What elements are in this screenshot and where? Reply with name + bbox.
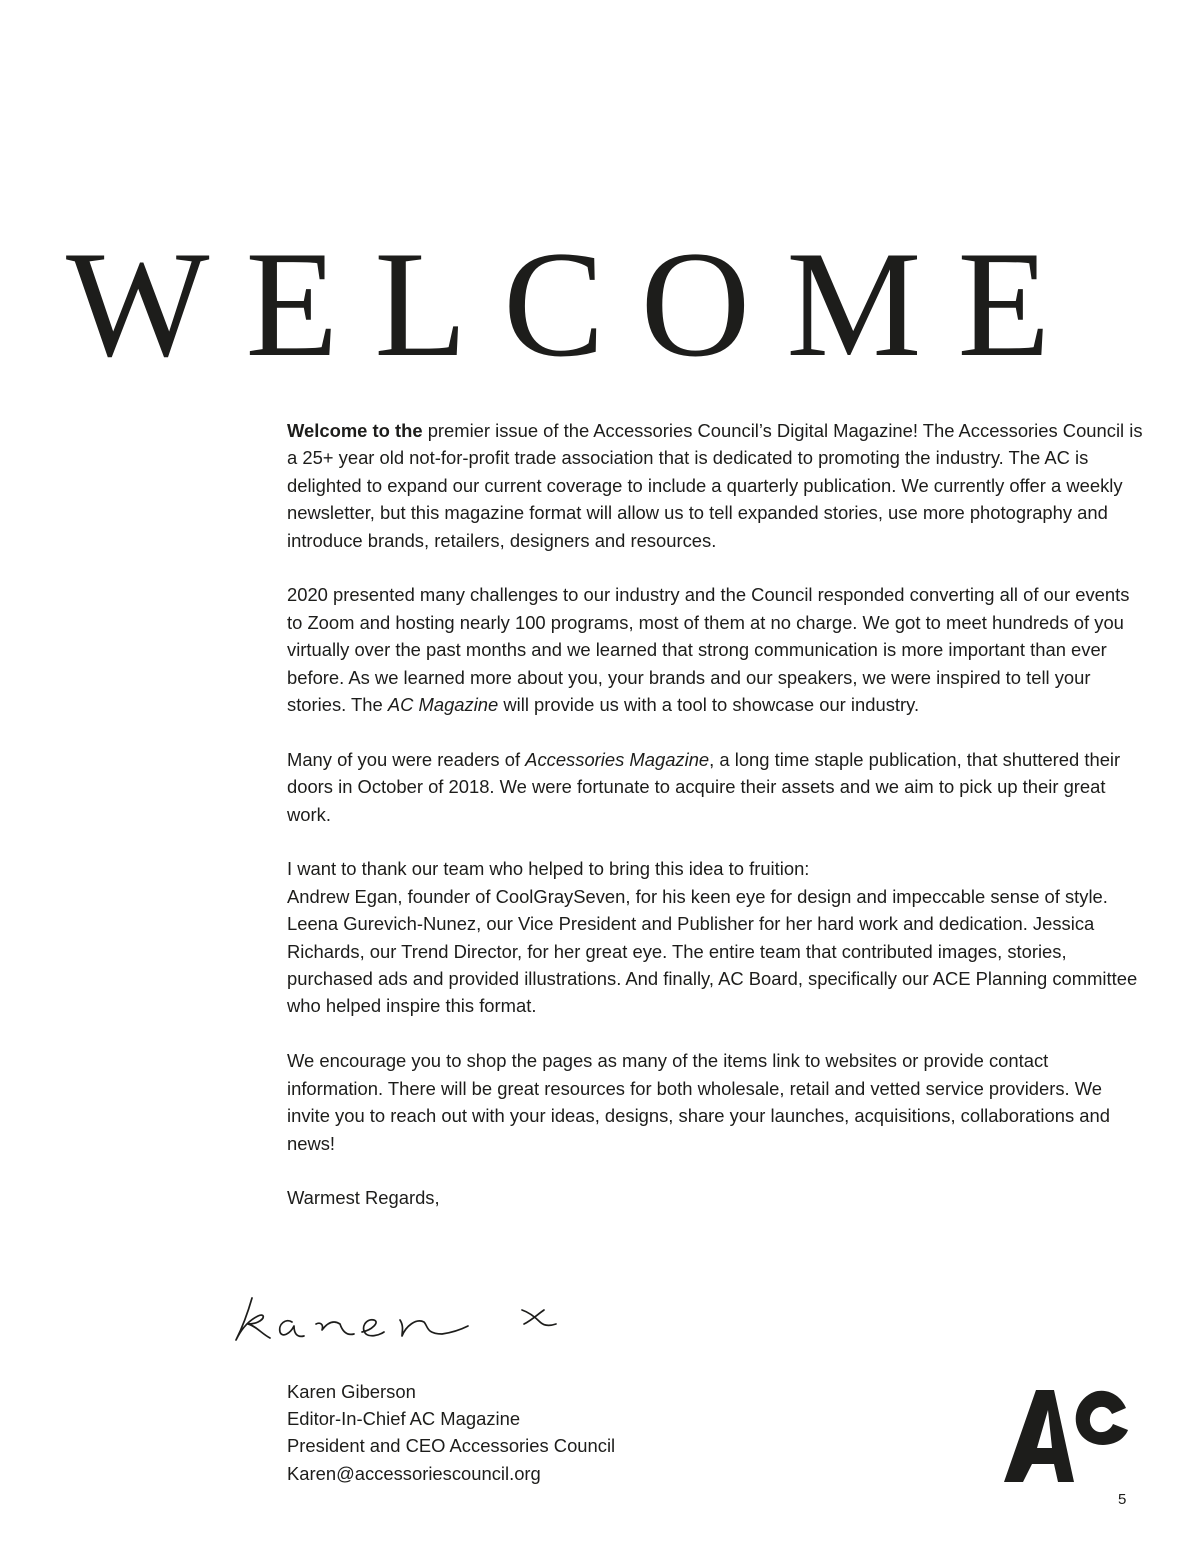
page-title: WELCOME xyxy=(66,220,1087,388)
publication-title: Accessories Magazine xyxy=(525,748,710,770)
letter-paragraph xyxy=(287,417,1149,554)
letter-paragraph xyxy=(287,581,1149,718)
author-title: President and CEO Accessories Council xyxy=(287,1435,616,1457)
author-title: Editor-In-Chief AC Magazine xyxy=(287,1408,521,1430)
letter-paragraph xyxy=(287,1047,1149,1157)
paragraph-text: will provide us with a tool to showcase our industry. xyxy=(498,694,920,716)
letter-paragraph xyxy=(287,746,1149,828)
signature xyxy=(230,1282,580,1352)
page-number: 5 xyxy=(1118,1491,1127,1508)
author-email[interactable]: Karen@accessoriescouncil.org xyxy=(287,1462,541,1484)
paragraph-text: premier issue of the Accessories Council’s Digital Magazine! The Accessories Council is a 25+ year old not-for-profit trade association that is dedicated to promoting the industry. The AC is delighted to expand our current coverage to include a quarterly publication. We currently offer a weekly newsletter, but this magazine format will allow us to tell expanded stories, use more photography and introduce brands, retailers, designers and resources. xyxy=(287,420,1148,551)
publication-title: AC Magazine xyxy=(387,694,499,716)
paragraph-text: We encourage you to shop the pages as many of the items link to websites or provide contact information. There will be great resources for both wholesale, retail and vetted service providers. We invite you to reach out with your ideas, designs, share your launches, acquisitions, collaborations and news! xyxy=(287,1050,1116,1154)
paragraph-text: 2020 presented many challenges to our industry and the Council responded converting all of our events to Zoom and hosting nearly 100 programs, most of them at no charge. We got to meet hundreds of you virtually over the past months and we learned that strong communication is more important than ever before. As we learned more about you, your brands and our speakers, we were inspired to tell your stories. The xyxy=(287,584,1135,716)
paragraph-text: Many of you were readers of xyxy=(287,748,526,770)
letter-paragraph xyxy=(287,855,1149,1019)
sign-off-block xyxy=(287,1378,615,1487)
letter-paragraph xyxy=(287,1184,1149,1211)
letter-body xyxy=(287,417,1149,1239)
author-name: Karen Giberson xyxy=(287,1381,416,1402)
paragraph-text: Warmest Regards, xyxy=(287,1187,440,1209)
lead-in-text: Welcome to the xyxy=(287,420,423,441)
paragraph-text: , a long time staple publication, that shuttered their doors in October of 2018. We were fortunate to acquire their assets and we aim to pick up their great work. xyxy=(287,748,1126,825)
paragraph-text: I want to thank our team who helped to bring this idea to fruition: Andrew Egan, founder of CoolGraySeven, for his keen eye for design and impeccable sense of style. Leena Gurevich-Nunez, our Vice President and Publisher for her hard work and dedication. Jessica Richards, our Trend Director, for her great eye. The entire team that contributed images, stories, purchased ads and provided illustrations. And finally, AC Board, specifically our ACE Planning committee who helped inspire this format. xyxy=(287,858,1138,1017)
ac-logo xyxy=(1002,1386,1130,1484)
